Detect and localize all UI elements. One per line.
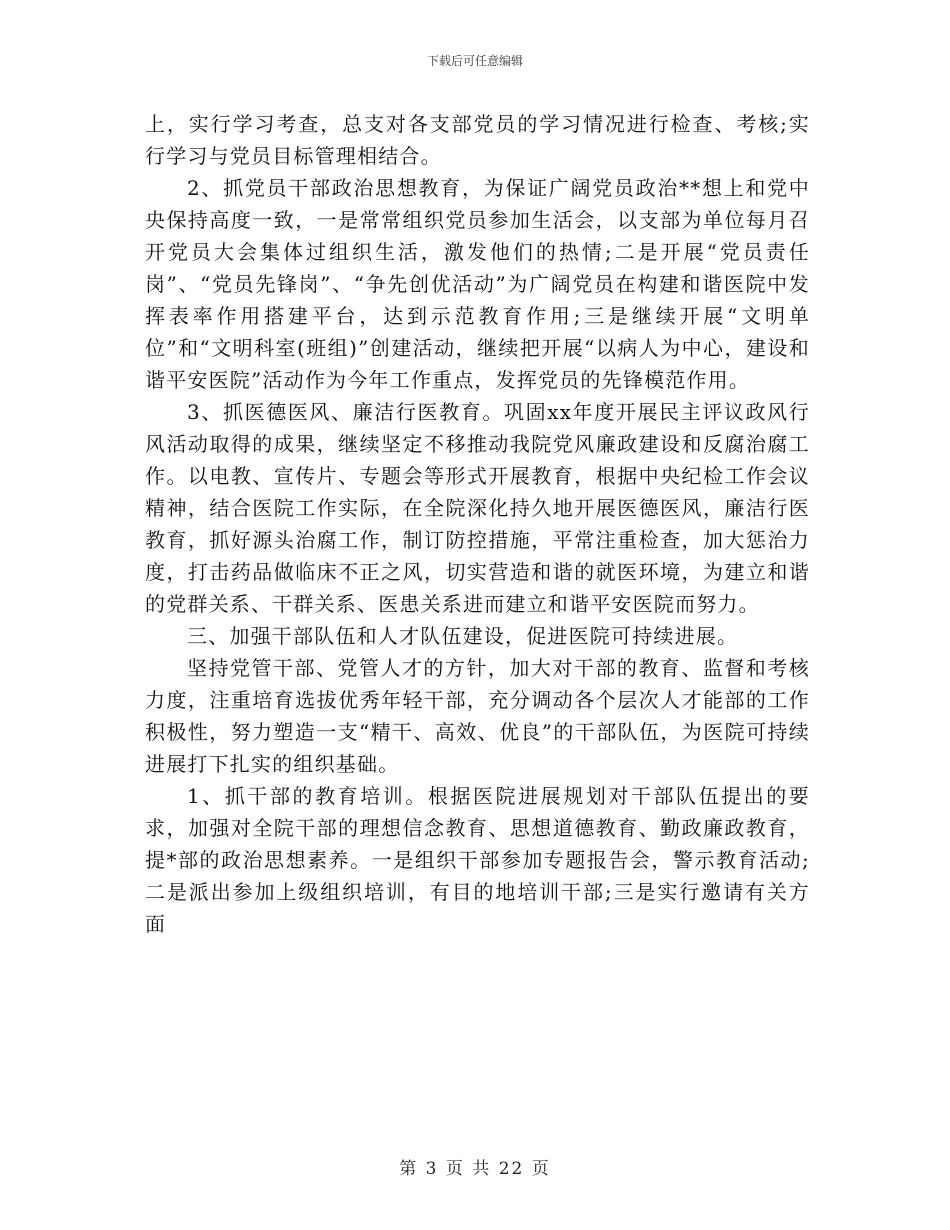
paragraph-2: 2、抓党员干部政治思想教育，为保证广阔党员政治**想上和党中央保持高度一致，一是常常组织党员参加生活会，以支部为单位每月召开党员大会集体过组织生活，激发他们的热情;二是开展“党员责任岗”、“党员先锋岗”、“争先创优活动”为广阔党员在构建和谐医院中发挥表率作用搭建平台，达到示范教育作用;三是继续开展“文明单位”和“文明科室(班组)”创建活动，继续把开展“以病人为中心，建设和谐平安医院”活动作为今年工作重点，发挥党员的先锋模范作用。 <box>145 176 810 392</box>
paragraph-3: 3、抓医德医风、廉洁行医教育。巩固xx年度开展民主评议政风行风活动取得的成果，继续坚定不移推动我院党风廉政建设和反腐治腐工作。以电教、宣传片、专题会等形式开展教育，根据中央纪检工作会议精神，结合医院工作实际，在全院深化持久地开展医德医风，廉洁行医教育，抓好源头治腐工作，制订防控措施，平常注重检查，加大惩治力度，打击药品做临床不正之风，切实营造和谐的就医环境，为建立和谐的党群关系、干群关系、医患关系进而建立和谐平安医院而努力。 <box>145 400 810 616</box>
paragraph-6: 1、抓干部的教育培训。根据医院进展规划对干部队伍提出的要求，加强对全院干部的理想信念教育、思想道德教育、勤政廉政教育，提*部的政治思想素养。一是组织干部参加专题报告会，警示教育活动;二是派出参加上级组织培训，有目的地培训干部;三是实行邀请有关方面 <box>145 784 810 936</box>
document-body <box>145 108 810 940</box>
paragraph-4: 三、加强干部队伍和人才队伍建设，促进医院可持续进展。 <box>187 624 739 648</box>
paragraph-5: 坚持党管干部、党管人才的方针，加大对干部的教育、监督和考核力度，注重培育选拔优秀年轻干部，充分调动各个层次人才能部的工作积极性，努力塑造一支“精干、高效、优良”的干部队伍，为医院可持续进展打下扎实的组织基础。 <box>145 656 810 776</box>
page-header: 下载后可任意编辑 <box>426 54 523 68</box>
page-number-footer: 第 3 页 共 22 页 <box>399 1159 551 1179</box>
paragraph-1: 上，实行学习考查，总支对各支部党员的学习情况进行检查、考核;实行学习与党员目标管理相结合。 <box>145 112 810 168</box>
